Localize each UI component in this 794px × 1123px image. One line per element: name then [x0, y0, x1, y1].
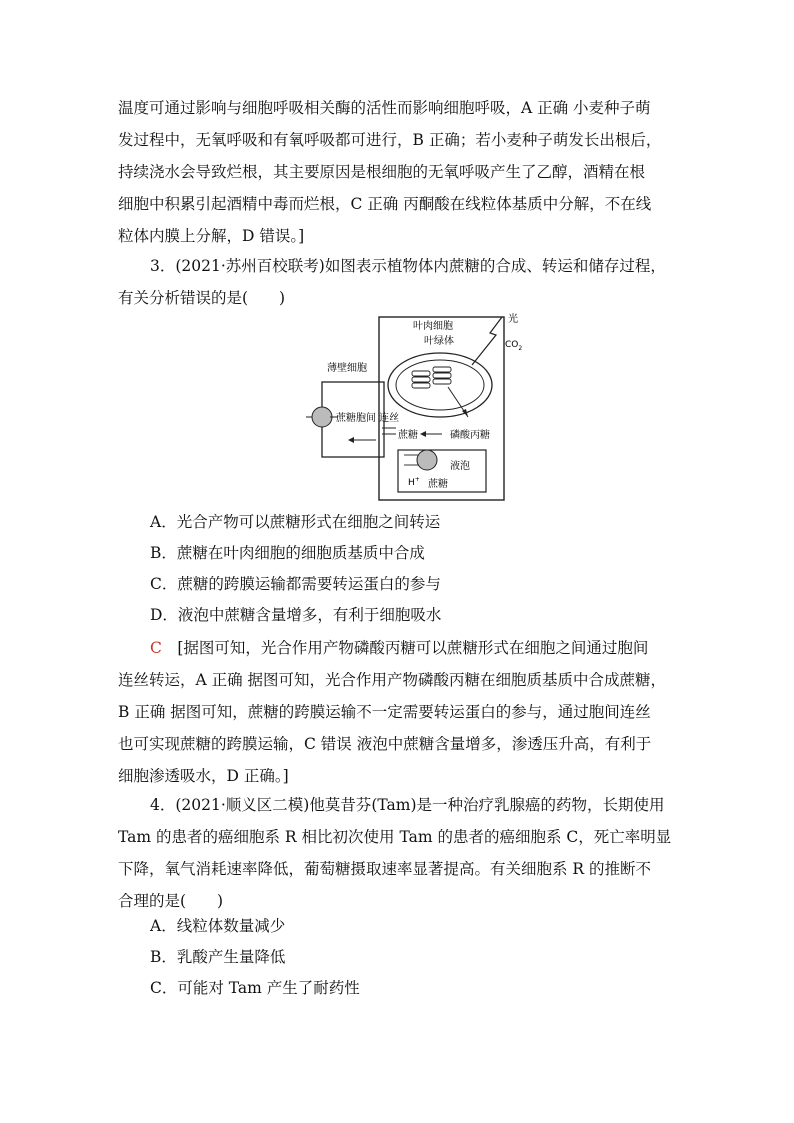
question-4-line: Tam 的患者的癌细胞系 R 相比初次使用 Tam 的患者的癌细胞系 C，死亡率明显: [118, 828, 672, 846]
mesophyll-label: 叶肉细胞: [413, 321, 453, 332]
hydrogen-ion-label: [408, 476, 420, 488]
paragraph-q2-explanation: [118, 92, 678, 252]
arrowhead: [420, 431, 426, 437]
question-4-stem: [118, 789, 678, 917]
h-superscript: +: [414, 476, 420, 483]
question-3-line: 3．(2021·苏州百校联考)如图表示植物体内蔗糖的合成、转运和储存过程，: [150, 257, 666, 275]
option-d: D．液泡中蔗糖含量增多，有利于细胞吸水: [150, 606, 442, 624]
co2-label: [505, 340, 522, 352]
text-line: 持续浇水会导致烂根，其主要原因是根细胞的无氧呼吸产生了乙醇，酒精在根: [118, 163, 646, 181]
vacuole-label: 液泡: [450, 461, 470, 472]
question-4-line: 合理的是( ): [118, 892, 224, 910]
option-a: A．光合产物可以蔗糖形式在细胞之间转运: [150, 513, 441, 531]
co2-subscript: 2: [518, 345, 523, 352]
arrowhead: [348, 437, 354, 443]
text-line: 温度可通过影响与细胞呼吸相关酶的活性而影响细胞呼吸，A 正确 小麦种子萌: [118, 99, 651, 117]
thylakoid-stacks: [412, 367, 451, 388]
parenchyma-label: 薄壁细胞: [327, 363, 367, 374]
vacuole-sucrose-label: 蔗糖: [428, 479, 448, 490]
chloroplast-outer: [388, 353, 492, 417]
light-bolt-icon: [472, 317, 502, 365]
text-line: 细胞中积累引起酒精中毒而烂根，C 正确 丙酮酸在线粒体基质中分解，不在线: [118, 195, 652, 213]
question-3-line: 有关分析错误的是( ): [118, 289, 286, 307]
option-b: B．蔗糖在叶肉细胞的细胞质基质中合成: [150, 544, 425, 562]
question-3-explanation: [118, 632, 678, 792]
explanation-text: [据图可知，光合作用产物磷酸丙糖可以蔗糖形式在细胞之间通过胞间: [161, 639, 649, 657]
explanation-line: 细胞渗透吸水，D 正确。]: [118, 767, 289, 785]
explanation-line: B 正确 据图可知，蔗糖的跨膜运输不一定需要转运蛋白的参与，通过胞间连丝: [118, 703, 651, 721]
question-4-line: 4．(2021·顺义区二模)他莫昔芬(Tam)是一种治疗乳腺癌的药物，长期使用: [150, 796, 665, 814]
option-c: C．蔗糖的跨膜运输都需要转运蛋白的参与: [150, 575, 441, 593]
explanation-line: 连丝转运，A 正确 据图可知，光合作用产物磷酸丙糖在细胞质基质中合成蔗糖，: [118, 671, 667, 689]
chloroplast-label: 叶绿体: [424, 336, 454, 347]
q4-option-b: B．乳酸产生量降低: [150, 948, 286, 966]
sucrose-label: 蔗糖: [398, 430, 418, 441]
membrane-transporter: [312, 407, 332, 427]
explanation-line: 也可实现蔗糖的跨膜运输，C 错误 液泡中蔗糖含量增多，渗透压升高，有利于: [118, 735, 652, 753]
plasmodesma-label: 蔗糖胞间 连丝: [336, 413, 400, 424]
q4-option-c: C．可能对 Tam 产生了耐药性: [150, 979, 360, 997]
vacuole-transporter: [417, 450, 437, 470]
explanation-first-line: [118, 632, 678, 664]
light-label: 光: [508, 314, 518, 325]
q4-option-a: A．线粒体数量减少: [150, 917, 286, 935]
text-line: 粒体内膜上分解，D 错误。]: [118, 227, 305, 245]
answer-letter: C: [150, 639, 162, 657]
text-line: 发过程中，无氧呼吸和有氧呼吸都可进行，B 正确；若小麦种子萌发长出根后，: [118, 131, 662, 149]
chloroplast-inner: [396, 360, 484, 410]
sucrose-transport-diagram: [300, 305, 540, 505]
triose-label: 磷酸丙糖: [450, 430, 490, 441]
h-text: H: [408, 478, 415, 488]
co2-text: CO: [505, 340, 519, 350]
question-4-line: 下降，氧气消耗速率降低，葡萄糖摄取速率显著提高。有关细胞系 R 的推断不: [118, 860, 652, 878]
